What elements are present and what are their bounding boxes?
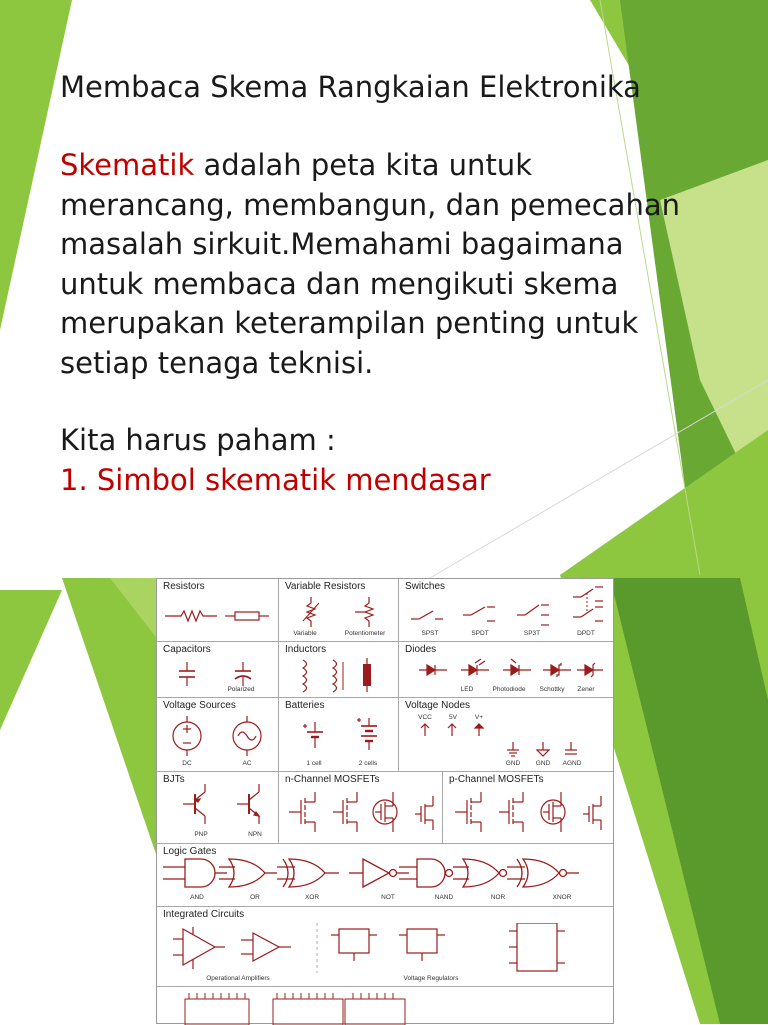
voltage-sources-title: Voltage Sources [163, 700, 236, 711]
intro-line-6: setiap tenaga teknisi. [60, 345, 374, 380]
label-gnd-1: GND [505, 760, 521, 767]
label-zener: Zener [577, 686, 595, 693]
intro-line-3: masalah sirkuit.Memahami bagaimana [60, 227, 624, 261]
ic-symbols [167, 923, 607, 973]
cell-voltage-sources [157, 698, 279, 772]
cell-diodes [399, 642, 613, 698]
label-xor: XOR [304, 894, 320, 901]
label-and: AND [190, 894, 204, 901]
n-mosfet-symbols [287, 788, 437, 834]
left-green-shape-bottom [0, 590, 62, 730]
label-variable: Variable [293, 630, 317, 637]
diodes-title: Diodes [405, 644, 437, 655]
batteries-title: Batteries [285, 700, 325, 711]
cell-integrated-circuits [157, 907, 613, 987]
intro-paragraph [60, 146, 720, 383]
cell-variable-resistors [279, 579, 399, 642]
schematic-symbols-sheet [156, 578, 614, 1024]
cell-capacitors [157, 642, 279, 698]
label-led: LED [460, 686, 474, 693]
label-pnp: PNP [194, 831, 208, 838]
n-mosfets-title: n-Channel MOSFETs [285, 774, 380, 785]
label-agnd: AGND [562, 760, 582, 767]
bjts-title: BJTs [163, 774, 185, 785]
label-1-cell: 1 cell [306, 760, 322, 767]
label-or: OR [250, 894, 260, 901]
label-not: NOT [381, 894, 395, 901]
intro-highlight: Skematik [60, 148, 195, 182]
logic-gates-title: Logic Gates [163, 846, 217, 857]
label-operational-amplifiers: Operational Amplifiers [206, 975, 270, 982]
logic-gate-symbols [163, 856, 607, 890]
intro-line-2: merancang, membangun, dan pemecahan [60, 187, 680, 222]
label-gnd-2: GND [535, 760, 551, 767]
battery-symbols [283, 716, 395, 756]
cell-inductors [279, 642, 399, 698]
label-spdt: SPDT [471, 630, 489, 637]
label-dpdt: DPDT [577, 630, 595, 637]
slide-title: Membaca Skema Rangkaian Elektronika [60, 70, 641, 104]
inductors-title: Inductors [285, 644, 327, 655]
point-1: 1. Simbol skematik mendasar [60, 462, 491, 497]
bjt-symbols [173, 778, 273, 830]
label-spst: SPST [421, 630, 439, 637]
cell-p-channel-mosfets [443, 772, 613, 844]
inductor-symbols [283, 656, 395, 694]
label-voltage-regulators: Voltage Regulators [403, 975, 459, 982]
label-npn: NPN [248, 831, 262, 838]
intro-line-1-rest: adalah peta kita untuk [194, 148, 532, 182]
variable-resistors-title: Variable Resistors [285, 581, 366, 592]
variable-resistor-symbols [283, 595, 395, 629]
label-ac: AC [242, 760, 252, 767]
p-mosfet-symbols [453, 788, 607, 834]
label-vplus: V+ [474, 714, 484, 721]
label-dc: DC [182, 760, 192, 767]
label-nand: NAND [434, 894, 454, 901]
voltage-source-symbols [161, 714, 273, 758]
label-polarized: Polarized [227, 686, 255, 693]
label-nor: NOR [490, 894, 506, 901]
switch-symbols [405, 583, 609, 629]
integrated-circuits-title: Integrated Circuits [163, 909, 245, 920]
intro-line-1 [60, 146, 720, 186]
intro-line-5: merupakan keterampilan penting untuk [60, 306, 639, 340]
cell-bjts [157, 772, 279, 844]
intro-line-4: untuk membaca dan mengikuti skema [60, 266, 619, 301]
cell-voltage-nodes [399, 698, 613, 772]
label-photodiode: Photodiode [492, 686, 526, 693]
kita-label: Kita harus paham : [60, 423, 336, 457]
label-2-cells: 2 cells [358, 760, 378, 767]
kita-paragraph [60, 421, 720, 500]
p-mosfets-title: p-Channel MOSFETs [449, 774, 544, 785]
diode-symbols [415, 658, 605, 682]
cell-logic-gates [157, 844, 613, 907]
label-5v: 5V [449, 714, 457, 721]
label-sp3t: SP3T [523, 630, 541, 637]
label-vcc: VCC [418, 714, 432, 721]
resistor-symbols [161, 601, 273, 631]
cell-batteries [279, 698, 399, 772]
slide-text-block [60, 68, 720, 500]
cell-switches [399, 579, 613, 642]
voltage-node-symbols [405, 722, 609, 760]
label-schottky: Schottky [539, 686, 565, 693]
ic-chip-row [177, 991, 417, 1025]
label-xnor: XNOR [552, 894, 572, 901]
label-potentiometer: Potentiometer [344, 630, 386, 637]
capacitors-title: Capacitors [163, 644, 211, 655]
voltage-nodes-title: Voltage Nodes [405, 700, 471, 711]
resistors-title: Resistors [163, 581, 205, 592]
cell-n-channel-mosfets [279, 772, 443, 844]
cell-resistors [157, 579, 279, 642]
switches-title: Switches [405, 581, 446, 592]
